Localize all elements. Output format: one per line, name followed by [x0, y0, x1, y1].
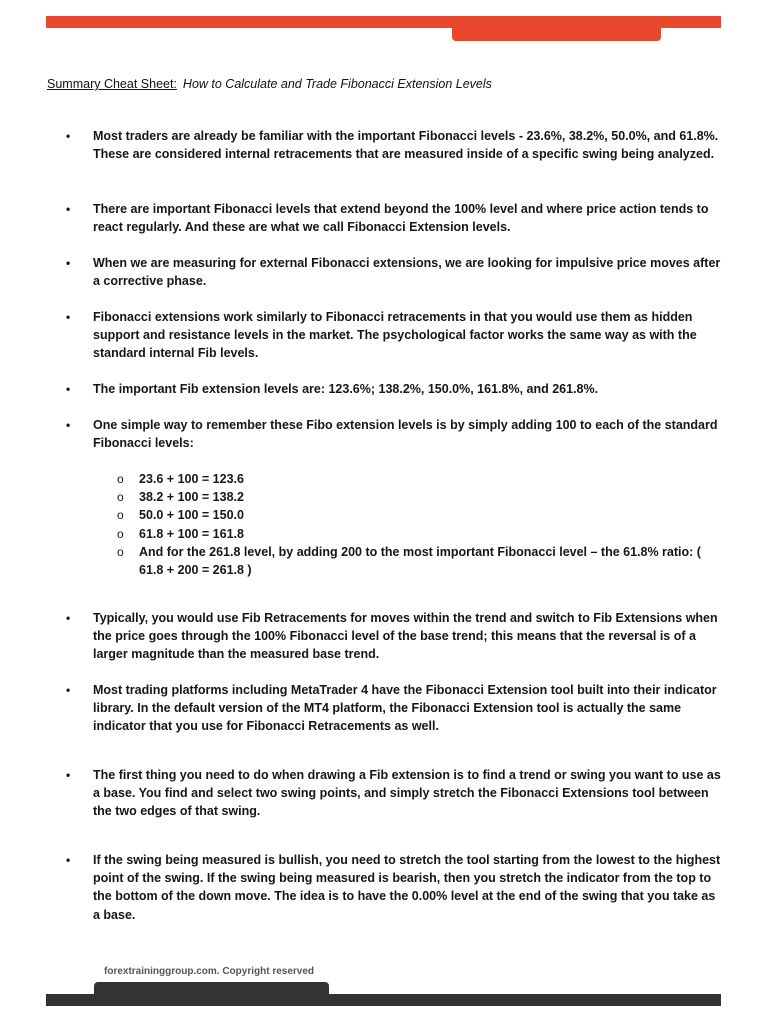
- bullet-dot-icon: •: [66, 129, 71, 143]
- bullet-text: When we are measuring for external Fibonacci extensions, we are looking for impulsive price moves after a corrective phase.: [93, 256, 721, 289]
- bullet-item: [66, 254, 723, 290]
- circle-bullet-icon: o: [117, 544, 124, 559]
- bullet-item: [66, 609, 723, 664]
- header-accent-tab: [452, 26, 661, 41]
- sub-list-item: [117, 543, 719, 579]
- bullet-dot-icon: •: [66, 683, 71, 697]
- title-label: Summary Cheat Sheet:: [47, 77, 177, 91]
- bullet-item: [66, 127, 723, 163]
- sub-item-text: 23.6 + 100 = 123.6: [139, 472, 244, 486]
- circle-bullet-icon: o: [117, 508, 124, 523]
- footer-copyright: forextraininggroup.com. Copyright reserved: [104, 966, 315, 977]
- bullet-item: [66, 380, 723, 398]
- bullet-item: [66, 200, 723, 236]
- bullet-item: [66, 851, 723, 924]
- sub-list-item: [117, 525, 719, 543]
- sub-item-text: 50.0 + 100 = 150.0: [139, 508, 244, 523]
- bullet-item: [66, 681, 723, 736]
- circle-bullet-icon: o: [117, 472, 124, 486]
- bullet-text: One simple way to remember these Fibo extension levels is by simply adding 100 to each of the standard Fibonacci levels:: [93, 418, 718, 451]
- bullet-dot-icon: •: [66, 310, 71, 324]
- footer-bar: [46, 994, 721, 1006]
- bullet-item: [66, 308, 723, 363]
- bullet-item: [66, 766, 723, 821]
- bullet-dot-icon: •: [66, 611, 71, 625]
- sub-item-text: 38.2 + 100 = 138.2: [139, 490, 244, 505]
- circle-bullet-icon: o: [117, 526, 124, 541]
- bullet-text: Fibonacci extensions work similarly to Fibonacci retracements in that you would use them as hidden support and resistance levels in the market. The psychological factor works the same way as with the standard internal Fib levels.: [93, 310, 697, 361]
- sub-list-item: [117, 506, 719, 524]
- bullet-dot-icon: •: [66, 418, 71, 432]
- sub-item-text: 61.8 + 100 = 161.8: [139, 526, 244, 541]
- bullet-item: [66, 416, 723, 452]
- sub-list: [117, 470, 719, 579]
- bullet-dot-icon: •: [66, 202, 71, 216]
- title-subject: How to Calculate and Trade Fibonacci Extension Levels: [182, 77, 492, 91]
- bullet-text: Typically, you would use Fib Retracements for moves within the trend and switch to Fib Extensions when the price goes through the 100% Fibonacci level of the base trend; this means that the reversal is of a larger magnitude than the measured base trend.: [93, 611, 718, 662]
- sub-item-text: And for the 261.8 level, by adding 200 to the most important Fibonacci level – the 61.8% ratio: ( 61.8 + 200 = 261.8 ): [139, 544, 701, 578]
- bullet-text: The first thing you need to do when drawing a Fib extension is to find a trend or swing you want to use as a base. You find and select two swing points, and simply stretch the Fibonacci Extensions tool between the two edges of that swing.: [93, 768, 721, 819]
- bullet-text: The important Fib extension levels are: 123.6%; 138.2%, 150.0%, 161.8%, and 261.8%.: [93, 382, 599, 396]
- sub-list-item: [117, 470, 719, 488]
- bullet-text: Most trading platforms including MetaTrader 4 have the Fibonacci Extension tool built into their indicator library. In the default version of the MT4 platform, the Fibonacci Extension tool is actually the same indicator that you use for Fibonacci Retracements as well.: [93, 683, 717, 734]
- bullet-text: Most traders are already be familiar with the important Fibonacci levels - 23.6%, 38.2%, 50.0%, and 61.8%. These are considered internal retracements that are measured inside of a specific swing being analyzed.: [93, 129, 719, 162]
- bullet-dot-icon: •: [66, 382, 71, 396]
- bullet-dot-icon: •: [66, 256, 71, 270]
- bullet-dot-icon: •: [66, 853, 71, 867]
- bullet-text: If the swing being measured is bullish, you need to stretch the tool starting from the lowest to the highest point of the swing. If the swing being measured is bearish, then you stretch the indicator from the top to the bottom of the down move. The idea is to have the 0.00% level at the end of the swing that you take as a base.: [93, 853, 721, 922]
- document-title: [47, 77, 492, 91]
- circle-bullet-icon: o: [117, 490, 124, 505]
- bullet-dot-icon: •: [66, 768, 71, 782]
- sub-list-item: [117, 488, 719, 506]
- bullet-text: There are important Fibonacci levels that extend beyond the 100% level and where price action tends to react regularly. And these are what we call Fibonacci Extension levels.: [93, 202, 709, 235]
